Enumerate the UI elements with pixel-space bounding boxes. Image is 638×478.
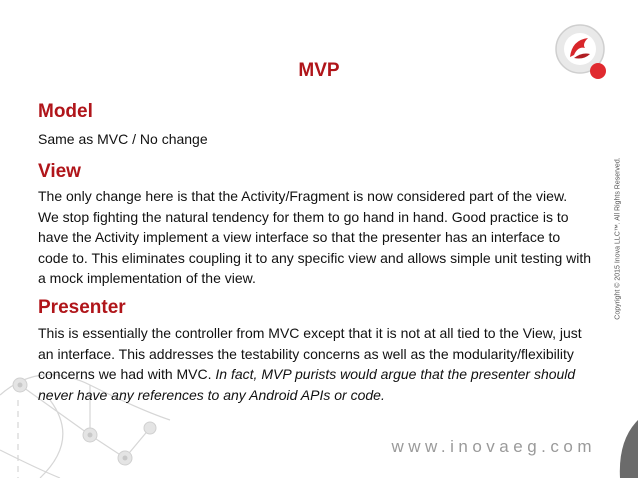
presenter-line: an interface. This addresses the testability concerns as well as the modularity/flexibility — [38, 345, 574, 362]
section-heading-view: View — [38, 161, 81, 182]
copyright-text: Copyright © 2015 Inova LLC™. All Rights Reserved. — [614, 157, 622, 320]
presenter-paragraph — [38, 323, 604, 405]
model-line: Same as MVC / No change — [38, 131, 208, 147]
section-heading-model: Model — [38, 101, 93, 122]
presenter-line-italic: never have any references to any Android APIs or code. — [38, 386, 385, 403]
presenter-line: This is essentially the controller from MVC except that it is not at all tied to the View, just — [38, 325, 582, 341]
presenter-line — [38, 364, 604, 385]
website-url: www.inovaeg.com — [391, 437, 596, 456]
presenter-line-italic: In fact, MVP purists would argue that the presenter should — [215, 366, 576, 382]
view-paragraph — [38, 186, 604, 289]
slide-title: MVP — [298, 60, 340, 81]
view-line: The only change here is that the Activity/Fragment is now considered part of the view. — [38, 188, 568, 204]
model-text — [38, 129, 604, 150]
view-line: We stop fighting the natural tendency for them to go hand in hand. Good practice is to — [38, 208, 569, 225]
view-line: have the Activity implement a view interface so that the presenter has an interface to — [38, 229, 561, 245]
view-line: a mock implementation of the view. — [38, 270, 256, 286]
view-line: code to. This eliminates coupling it to any specific view and allows simple unit testing with — [38, 249, 592, 266]
section-heading-presenter: Presenter — [38, 297, 126, 318]
presenter-line-plain: concerns we had with MVC. — [38, 366, 216, 382]
presenter-line — [38, 385, 604, 406]
